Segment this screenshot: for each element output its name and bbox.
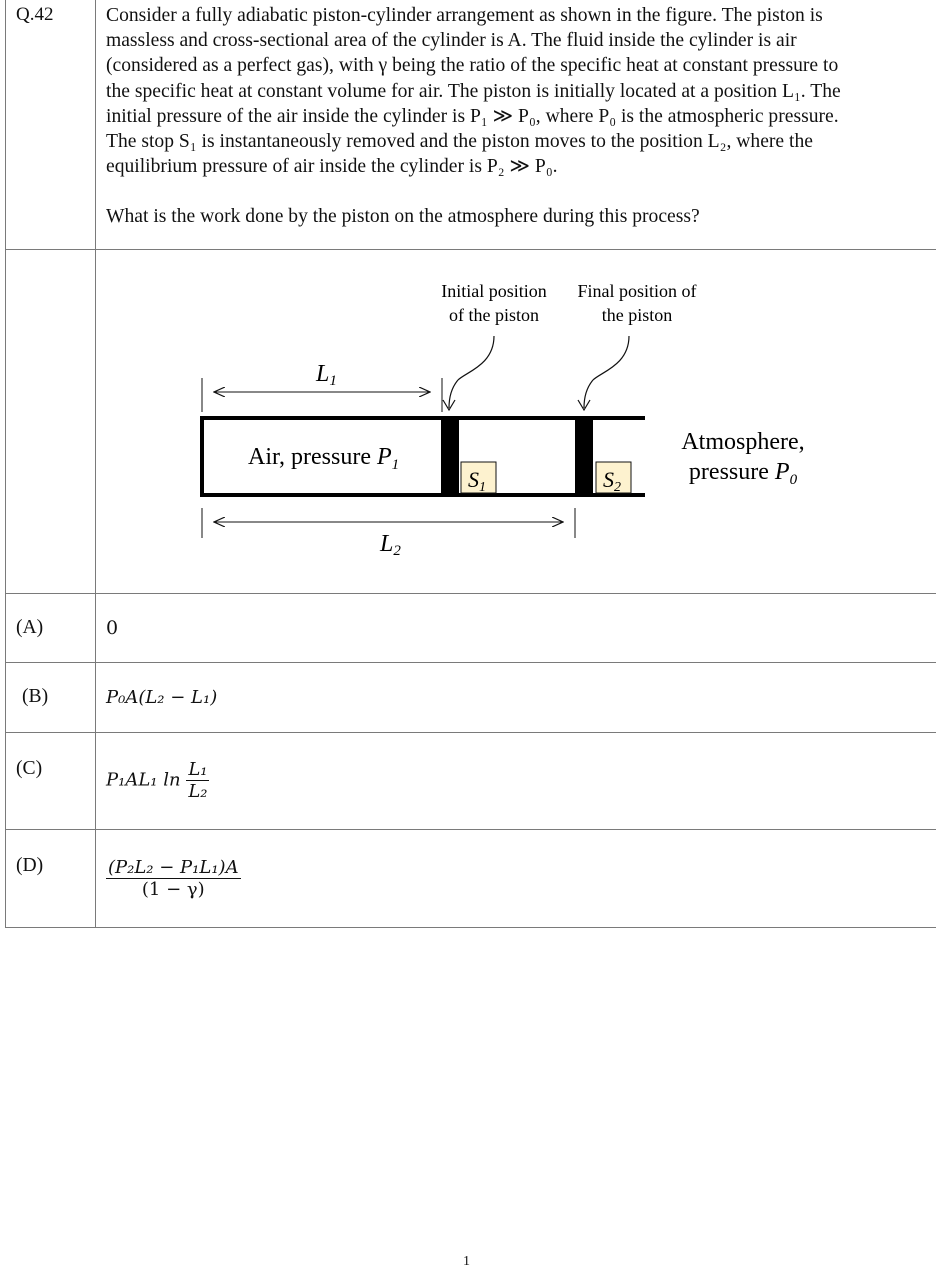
option-c-value-cell — [96, 732, 936, 829]
final-position-label-1: Final position of — [577, 281, 696, 301]
figure-row — [6, 249, 936, 593]
option-c-row — [6, 732, 936, 829]
final-position-label-2: the piston — [602, 305, 673, 325]
atmosphere-label-2: pressure $P_0$ — [689, 459, 798, 488]
option-d-fraction — [106, 857, 241, 900]
final-pointer-arrow — [584, 336, 629, 408]
option-b-value-cell — [96, 662, 936, 732]
stop-s2-label: S2 — [603, 467, 621, 495]
option-c-value — [96, 759, 936, 802]
option-a-value-cell — [96, 593, 936, 662]
initial-position-label-2: of the piston — [449, 305, 539, 325]
initial-piston — [441, 418, 459, 495]
question-number: Q.42 — [6, 0, 95, 26]
option-b-label-cell — [6, 662, 96, 732]
option-b-row — [6, 662, 936, 732]
page-number: 1 — [463, 1254, 470, 1270]
option-c-fraction — [186, 759, 209, 802]
question-row — [6, 0, 936, 249]
option-c-label-cell — [6, 732, 96, 829]
question-text — [96, 0, 936, 230]
option-d-label: (D) — [6, 830, 95, 877]
question-line: Consider a fully adiabatic piston-cylinder arrangement as shown in the figure. The piston is — [106, 3, 922, 28]
option-c-numerator: L₁ — [186, 759, 209, 781]
question-line: The stop S₁ is instantaneously removed and the piston moves to the position L₂, where the — [106, 129, 922, 154]
question-table — [5, 0, 936, 928]
option-a-label: (A) — [6, 617, 95, 639]
question-line: massless and cross-sectional area of the cylinder is A. The fluid inside the cylinder is air — [106, 28, 922, 53]
option-d-numerator: (P₂L₂ − P₁L₁)A — [106, 857, 241, 879]
l1-label: L1 — [315, 361, 337, 389]
option-d-value — [96, 857, 936, 900]
initial-position-label-1: Initial position — [441, 281, 547, 301]
option-d-value-cell — [96, 829, 936, 927]
question-line: the specific heat at constant volume for air. The piston is initially located at a position L₁. The — [106, 79, 922, 104]
option-a-row — [6, 593, 936, 662]
final-piston — [575, 418, 593, 495]
question-line: equilibrium pressure of air inside the cylinder is P₂ ≫ P₀. — [106, 154, 922, 179]
question-text-cell — [96, 0, 936, 249]
stop-s1-label: S1 — [468, 467, 486, 495]
question-ask: What is the work done by the piston on the atmosphere during this process? — [106, 204, 922, 229]
initial-pointer-arrow — [449, 336, 494, 408]
question-number-cell — [6, 0, 96, 249]
figure-cell — [96, 249, 936, 593]
option-c-denominator: L₂ — [186, 781, 209, 802]
option-d-denominator: (1 − γ) — [106, 879, 241, 900]
option-a-value: 0 — [96, 617, 936, 639]
option-b-label: (B) — [6, 686, 95, 708]
question-line: (considered as a perfect gas), with γ being the ratio of the specific heat at constant pressure to — [106, 53, 922, 78]
air-pressure-label: Air, pressure $P_1$ — [248, 444, 399, 473]
option-a-label-cell — [6, 593, 96, 662]
option-c-prefix: P₁AL₁ ln — [106, 770, 181, 791]
option-d-label-cell — [6, 829, 96, 927]
option-b-value: P₀A(L₂ − L₁) — [96, 687, 936, 708]
atmosphere-label-1: Atmosphere, — [681, 429, 804, 455]
piston-cylinder-diagram — [96, 250, 936, 593]
question-line: initial pressure of the air inside the cylinder is P₁ ≫ P₀, where P₀ is the atmospheric pressure. — [106, 104, 922, 129]
option-c-label: (C) — [6, 733, 95, 780]
figure-empty-cell — [6, 249, 96, 593]
l2-label: L2 — [379, 531, 401, 559]
option-d-row — [6, 829, 936, 927]
